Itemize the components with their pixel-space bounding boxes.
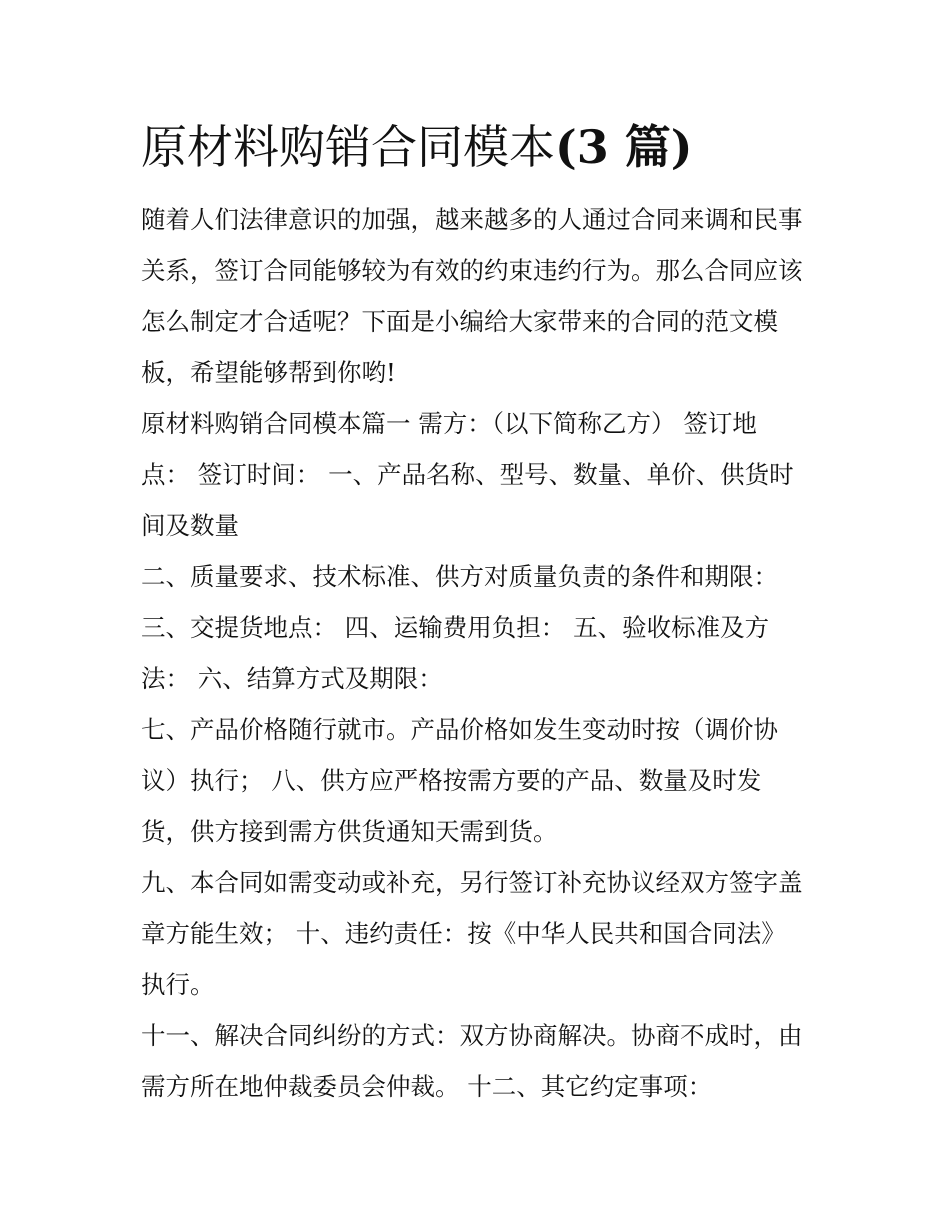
text-line: 点： 签订时间： 一、产品名称、型号、数量、单价、供货时 — [141, 460, 794, 489]
text-line: 怎么制定才合适呢？下面是小编给大家带来的合同的范文模 — [141, 307, 778, 336]
text-line: 二、质量要求、技术标准、供方对质量负责的条件和期限： — [141, 562, 778, 591]
text-line: 间及数量 — [141, 511, 239, 540]
text-line: 需方所在地仲裁委员会仲裁。 十二、其它约定事项： — [141, 1072, 713, 1101]
text-line: 原材料购销合同模本篇一 需方：（以下简称乙方） 签订地 — [141, 409, 757, 438]
title-text: 原材料购销合同模本 — [141, 120, 555, 174]
text-line: 货，供方接到需方供货通知天需到货。 — [141, 817, 558, 846]
text-line: 七、产品价格随行就市。产品价格如发生变动时按（调价协 — [141, 715, 778, 744]
document-title — [141, 112, 816, 182]
text-line: 执行。 — [141, 970, 215, 999]
text-line: 关系，签订合同能够较为有效的约束违约行为。那么合同应该 — [141, 256, 803, 285]
text-line: 九、本合同如需变动或补充，另行签订补充协议经双方签字盖 — [141, 868, 803, 897]
text-line: 十一、解决合同纠纷的方式：双方协商解决。协商不成时，由 — [141, 1021, 803, 1050]
title-count: (3 篇) — [555, 120, 693, 174]
text-line: 随着人们法律意识的加强，越来越多的人通过合同来调和民事 — [141, 205, 803, 234]
text-line: 三、交提货地点： 四、运输费用负担： 五、验收标准及方 — [141, 613, 770, 642]
text-line: 议）执行； 八、供方应严格按需方要的产品、数量及时发 — [141, 766, 762, 795]
text-line: 法： 六、结算方式及期限： — [141, 664, 443, 693]
text-line: 板，希望能够帮到你哟! — [141, 358, 396, 387]
text-line: 章方能生效； 十、违约责任：按《中华人民共和国合同法》 — [141, 919, 786, 948]
document-page — [141, 112, 816, 1112]
